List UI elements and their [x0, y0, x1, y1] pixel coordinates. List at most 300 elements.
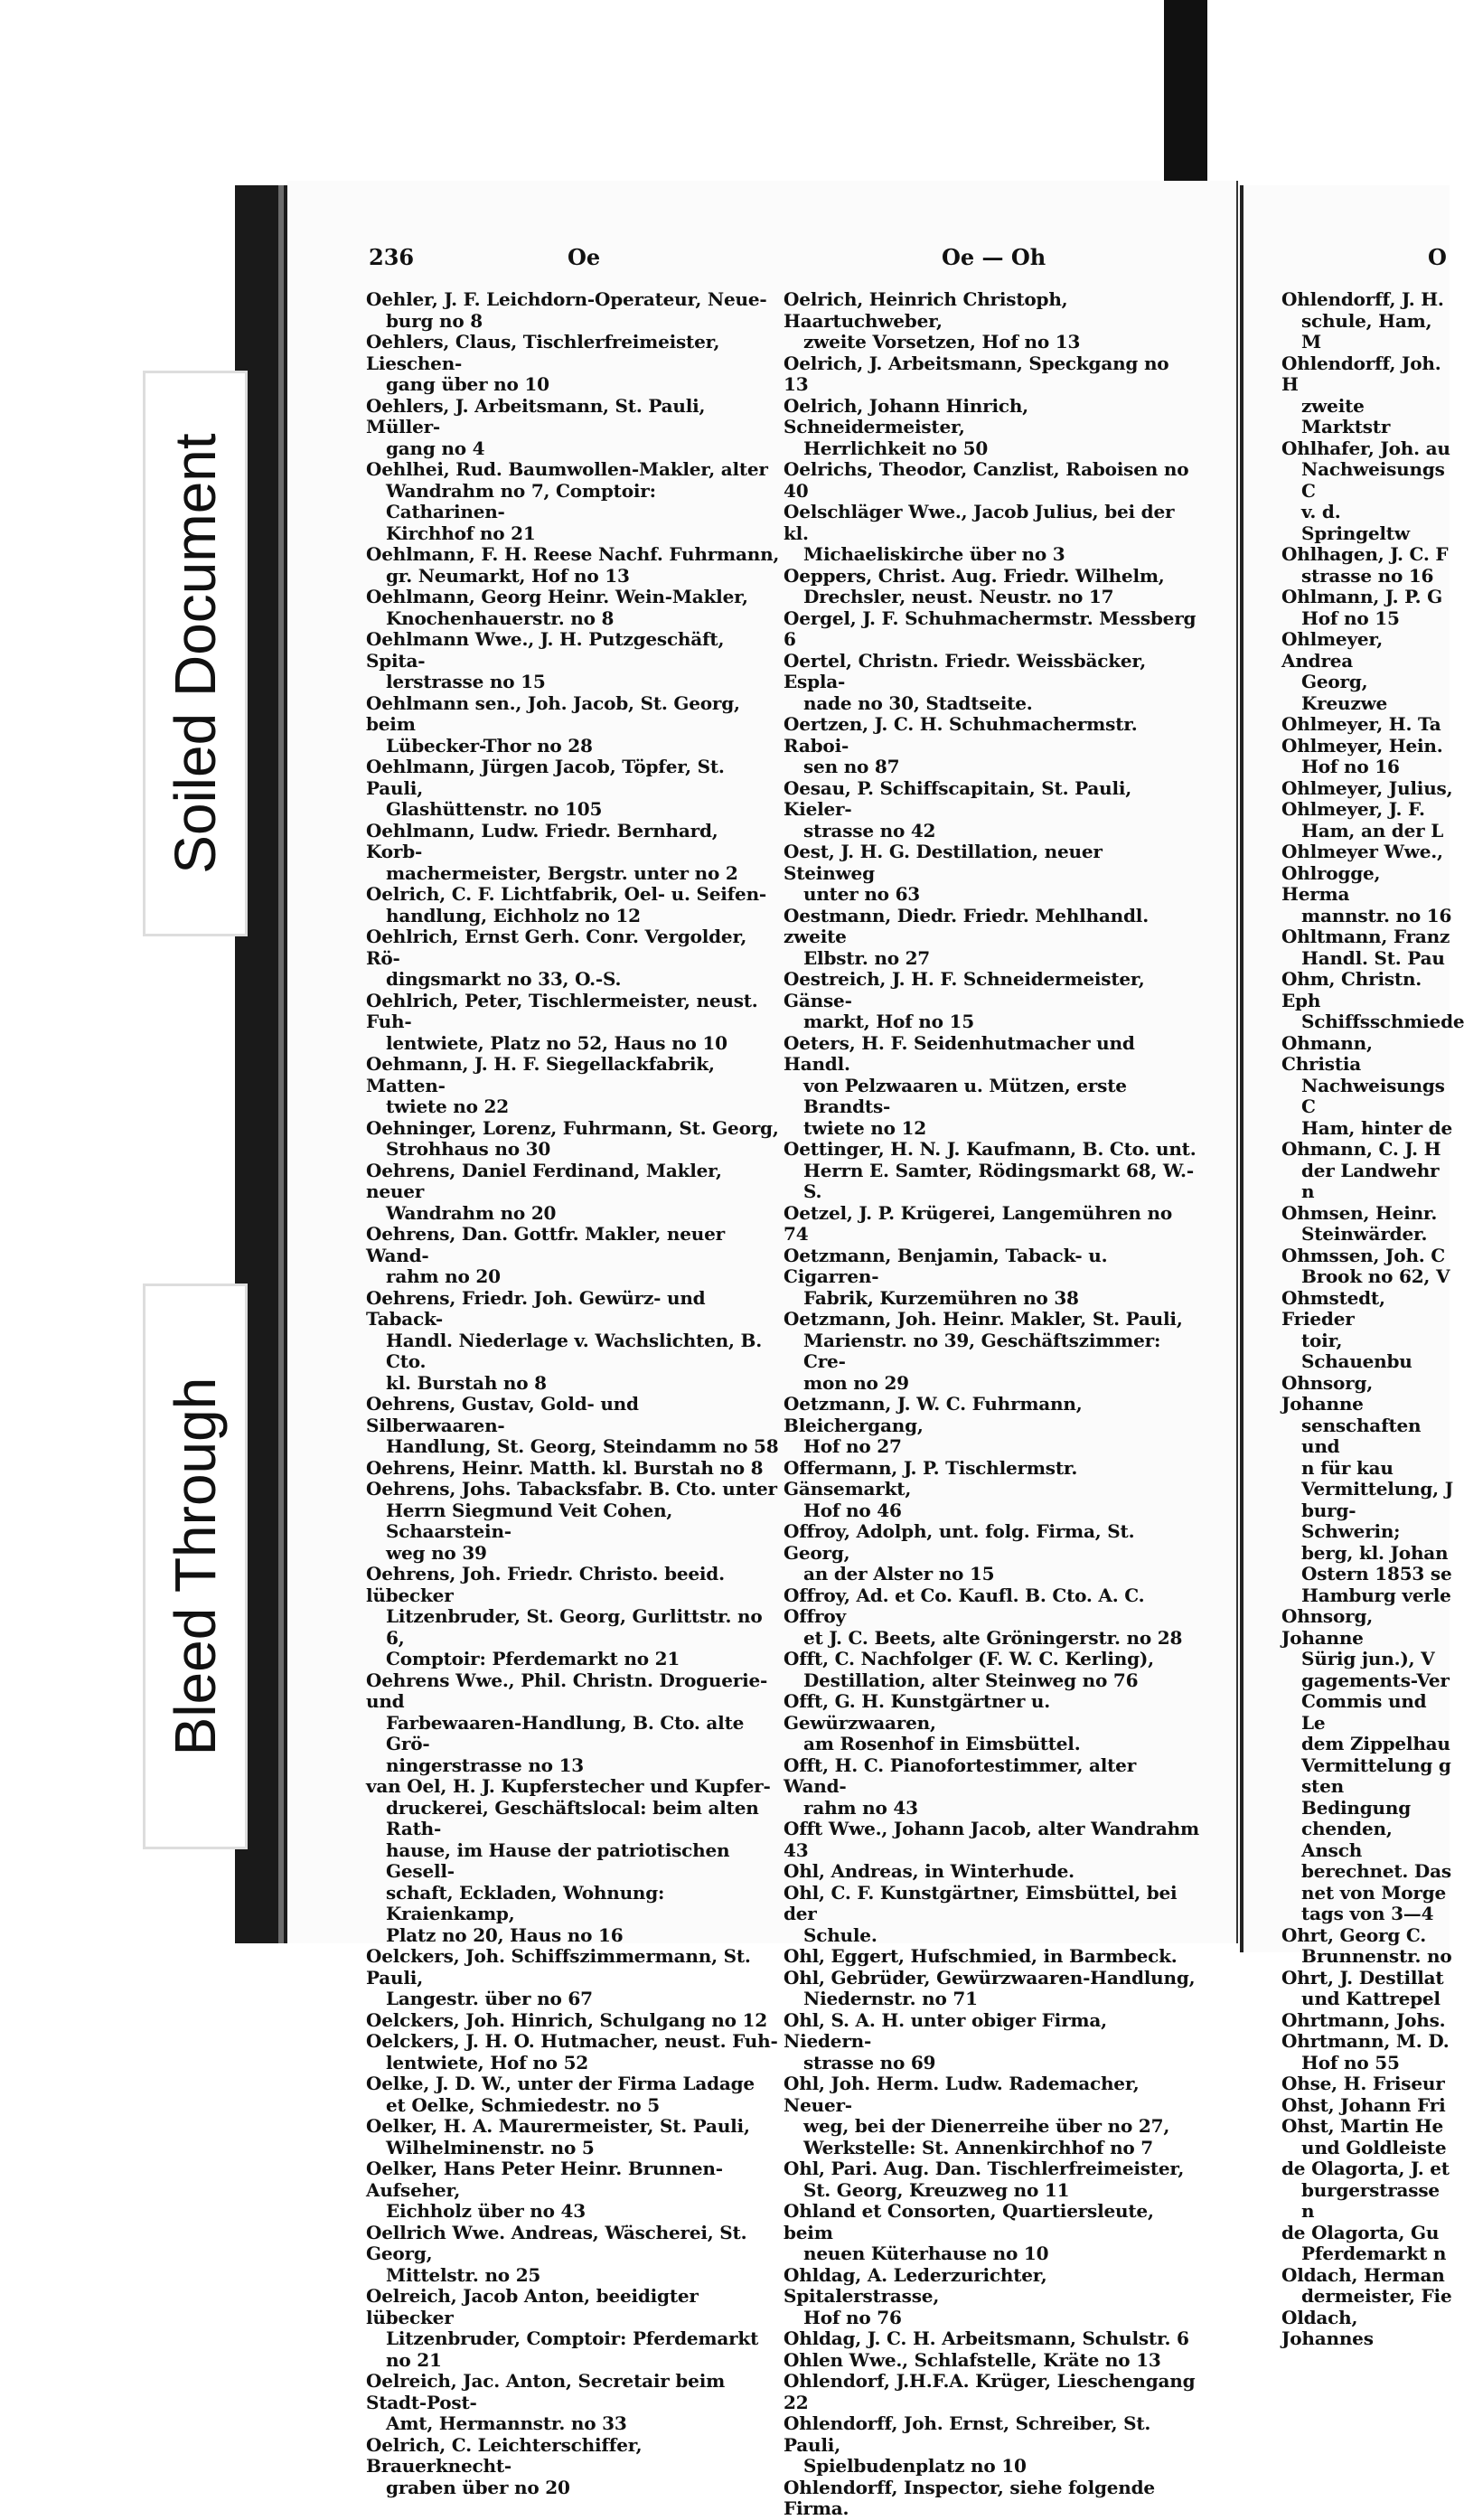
entry-continuation-line: Handl. St. Pau [1301, 946, 1445, 969]
entry-continuation-line: Wandrahm no 20 [386, 1201, 557, 1224]
directory-entry [366, 2010, 780, 2032]
entry-name-line: Ohmann, Christia [1281, 1031, 1373, 1075]
directory-entry [366, 2158, 780, 2223]
entry-continuation-line: net von Morge [1301, 1881, 1447, 1904]
directory-entry [1281, 1033, 1453, 1140]
entry-continuation-line: Litzenbruder, Comptoir: Pferdemarkt no 21 [386, 2327, 759, 2371]
directory-entry [1281, 714, 1453, 736]
directory-entry [784, 906, 1199, 970]
entry-continuation-line: Sürig jun.), V [1301, 1648, 1435, 1669]
directory-entry [366, 2223, 780, 2287]
entry-name-line: Oetzmann, Joh. Heinr. Makler, St. Pauli, [784, 1308, 1183, 1330]
entry-name-line: Ohlen Wwe., Schlafstelle, Kräte no 13 [784, 2348, 1161, 2371]
entry-continuation-line: strasse no 42 [803, 819, 936, 842]
entry-name-line: de Olagorta, Gu [1281, 2221, 1440, 2243]
entry-name-line: Oelker, H. A. Maurermeister, St. Pauli, [366, 2115, 750, 2137]
entry-name-line: Ohse, H. Friseur [1281, 2073, 1445, 2094]
entry-name-line: Oelrich, J. Arbeitsmann, Speckgang no 13 [784, 352, 1169, 395]
directory-entry [1281, 778, 1453, 800]
directory-entry [784, 2201, 1199, 2265]
entry-name-line: Ohlmeyer, Julius, [1281, 776, 1453, 799]
entry-name-line: Offroy, Ad. et Co. Kaufl. B. Cto. A. C. Offroy [784, 1584, 1145, 1627]
directory-entry [1281, 587, 1453, 629]
entry-continuation-line: Drechsler, neust. Neustr. no 17 [803, 586, 1114, 607]
entry-continuation-line: Ham, hinter de [1301, 1116, 1452, 1139]
entry-continuation-line: Eichholz über no 43 [386, 2200, 586, 2222]
directory-entry [366, 1224, 780, 1288]
directory-entry [366, 396, 780, 460]
entry-name-line: Oehlers, Claus, Tischlerfreimeister, Lieschen- [366, 331, 720, 374]
entry-continuation-line: Farbewaaren-Handlung, B. Cto. alte Grö- [386, 1711, 745, 1754]
directory-entry [1281, 2265, 1453, 2308]
directory-entry [784, 1819, 1199, 1861]
entry-continuation-line: burg no 8 [386, 309, 483, 332]
entry-name-line: Oelreich, Jacob Anton, beeidigter lübecker [366, 2285, 699, 2328]
directory-entry [1281, 353, 1453, 438]
entry-name-line: Ohmsen, Heinr. [1281, 1201, 1438, 1224]
entry-name-line: Oelrich, C. F. Lichtfabrik, Oel- u. Seifen- [366, 883, 767, 905]
entry-name-line: Ohlendorff, Joh. H [1281, 352, 1441, 395]
directory-entry [1281, 2095, 1453, 2117]
entry-name-line: Oelreich, Jac. Anton, Secretair beim Stadt-Post- [366, 2370, 726, 2413]
entry-name-line: Oldach, Johannes [1281, 2306, 1374, 2349]
directory-entry [784, 1968, 1199, 2010]
entry-name-line: Oesau, P. Schiffscapitain, St. Pauli, Kieler- [784, 776, 1132, 820]
directory-entry [784, 1458, 1199, 1522]
entry-name-line: Ohltmann, Franz [1281, 926, 1450, 947]
entry-continuation-line: dermeister, Fie [1301, 2285, 1452, 2307]
entry-name-line: Ohst, Martin He [1281, 2115, 1443, 2137]
entry-name-line: Ohrt, J. Destillat [1281, 1966, 1444, 1989]
directory-entry [784, 1309, 1199, 1394]
entry-continuation-line: Steinwärder. [1301, 1223, 1428, 1245]
directory-entry [366, 1118, 780, 1161]
entry-name-line: Ohnsorg, Johanne [1281, 1371, 1373, 1415]
directory-entry [366, 1564, 780, 1670]
directory-entry [784, 2158, 1199, 2201]
entry-continuation-line: Comptoir: Pferdemarkt no 21 [386, 1648, 680, 1669]
entry-continuation-line: mannstr. no 16 [1301, 904, 1452, 926]
entry-continuation-line: Nachweisungs C [1301, 1074, 1445, 1117]
entry-continuation-line: et Oelke, Schmiedestr. no 5 [386, 2093, 661, 2116]
directory-entry [1281, 2223, 1453, 2265]
directory-entry [784, 969, 1199, 1033]
entry-continuation-line: Michaeliskirche über no 3 [803, 543, 1065, 565]
directory-entry [1281, 968, 1464, 1033]
directory-entry [1281, 926, 1453, 969]
entry-name-line: Oest, J. H. G. Destillation, neuer Steinweg [784, 841, 1103, 884]
entry-continuation-line: strasse no 69 [803, 2051, 936, 2073]
directory-entry [784, 2328, 1199, 2350]
entry-continuation-line: lentwiete, Platz no 52, Haus no 10 [386, 1031, 727, 1054]
directory-entry [784, 2265, 1199, 2329]
entry-name-line: Oelke, J. D. W., unter der Firma Ladage [366, 2073, 755, 2094]
entry-name-line: Offt, H. C. Pianofortestimmer, alter Wand- [784, 1754, 1137, 1797]
entry-name-line: de Olagorta, J. et [1281, 2158, 1450, 2179]
entry-name-line: Ohl, S. A. H. unter obiger Firma, Niedern- [784, 2008, 1107, 2052]
entry-name-line: Oelckers, Joh. Hinrich, Schulgang no 12 [366, 2008, 767, 2031]
entry-name-line: Ohrtmann, Johs. [1281, 2008, 1446, 2031]
entry-name-line: Ohlmeyer, Hein. [1281, 734, 1443, 757]
bleed-through-label-text: Bleed Through [163, 1377, 228, 1756]
entry-continuation-line: Glashüttenstr. no 105 [386, 798, 603, 820]
entry-name-line: Ohmann, C. J. H [1281, 1138, 1441, 1160]
entry-continuation-line: nade no 30, Stadtseite. [803, 691, 1033, 714]
entry-name-line: Ohlrogge, Herma [1281, 861, 1381, 905]
directory-entry [784, 2413, 1199, 2478]
entry-name-line: Ohl, Eggert, Hufschmied, in Barmbeck. [784, 1945, 1178, 1967]
entry-continuation-line: Pferdemarkt n [1301, 2243, 1447, 2264]
directory-entry [784, 1755, 1199, 1819]
entry-continuation-line: twiete no 12 [803, 1116, 926, 1139]
directory-entry [784, 502, 1199, 566]
directory-entry [366, 1288, 780, 1395]
entry-name-line: Ohl, Joh. Herm. Ludw. Rademacher, Neuer- [784, 2073, 1140, 2116]
entry-continuation-line: ningerstrasse no 13 [386, 1754, 585, 1776]
directory-entry [1281, 2010, 1453, 2032]
entry-continuation-line: Hof no 16 [1301, 756, 1400, 777]
entry-name-line: Offroy, Adolph, unt. folg. Firma, St. Georg, [784, 1520, 1135, 1564]
directory-entry [1281, 863, 1453, 927]
entry-continuation-line: markt, Hof no 15 [803, 1011, 974, 1032]
entry-name-line: Oehlhei, Rud. Baumwollen-Makler, alter [366, 458, 768, 480]
soiled-document-label [143, 371, 248, 936]
directory-entry [1281, 438, 1453, 545]
directory-entry [784, 566, 1199, 608]
entry-continuation-line: und Kattrepel [1301, 1988, 1441, 2009]
directory-entry [784, 1394, 1199, 1458]
entry-name-line: Oehlrich, Peter, Tischlermeister, neust. Fuh- [366, 989, 758, 1032]
directory-entry [784, 1139, 1199, 1203]
entry-continuation-line: Hof no 15 [1301, 606, 1400, 629]
entry-continuation-line: Ostern 1853 se [1301, 1563, 1452, 1584]
entry-continuation-line: rahm no 20 [386, 1265, 501, 1287]
directory-entry [366, 757, 780, 821]
entry-name-line: Ohnsorg, Johanne [1281, 1605, 1373, 1649]
entry-name-line: Ohlhagen, J. C. F [1281, 543, 1449, 565]
entry-continuation-line: machermeister, Bergstr. unter no 2 [386, 861, 738, 884]
directory-entry [784, 1521, 1199, 1585]
entry-name-line: Oergel, J. F. Schuhmachermstr. Messberg 6 [784, 606, 1197, 650]
entry-continuation-line: Werkstelle: St. Annenkirchhof no 7 [803, 2136, 1154, 2158]
entry-continuation-line: Herrn E. Samter, Rödingsmarkt 68, W.-S. [803, 1159, 1194, 1202]
entry-name-line: Offermann, J. P. Tischlermstr. Gänsemarkt, [784, 1456, 1078, 1500]
entry-name-line: Oelrich, Heinrich Christoph, Haartuchweber, [784, 288, 1068, 332]
entry-continuation-line: Vermittelung g [1301, 1754, 1451, 1776]
entry-continuation-line: neuen Küterhause no 10 [803, 2243, 1049, 2264]
entry-continuation-line: gang no 4 [386, 437, 485, 459]
directory-entry [1281, 2158, 1453, 2223]
directory-entry [784, 2350, 1199, 2372]
directory-entry [366, 926, 780, 991]
entry-name-line: Oehninger, Lorenz, Fuhrmann, St. Georg, [366, 1116, 779, 1139]
entry-continuation-line: strasse no 16 [1301, 564, 1434, 587]
directory-entry [366, 2073, 780, 2116]
directory-entry [366, 2116, 780, 2158]
directory-entry [366, 332, 780, 396]
entry-continuation-line: am Rosenhof in Eimsbüttel. [803, 1733, 1081, 1754]
entry-name-line: Ohlmann, J. P. G [1281, 586, 1443, 607]
directory-entry [366, 544, 780, 587]
directory-entry [784, 1691, 1199, 1755]
directory-entry [366, 2031, 780, 2073]
directory-entry [1281, 1606, 1453, 1925]
directory-entry [784, 289, 1199, 353]
entry-continuation-line: n für kau [1301, 1456, 1394, 1479]
directory-entry [784, 2010, 1199, 2074]
entry-continuation-line: schaft, Eckladen, Wohnung: Kraienkamp, [386, 1881, 665, 1924]
directory-entry [784, 1883, 1199, 1947]
directory-entry [784, 1203, 1199, 1246]
entry-name-line: Ohm, Christn. Eph [1281, 968, 1422, 1011]
entry-continuation-line: Destillation, alter Steinweg no 76 [803, 1669, 1139, 1691]
entry-continuation-line: lerstrasse no 15 [386, 671, 546, 692]
entry-name-line: Oehrens, Friedr. Joh. Gewürz- und Taback- [366, 1286, 706, 1330]
directory-entry [1281, 1203, 1453, 1246]
directory-entry [366, 1054, 780, 1118]
directory-entry [1281, 1246, 1453, 1288]
entry-name-line: Ohl, C. F. Kunstgärtner, Eimsbüttel, bei der [784, 1881, 1178, 1924]
entry-name-line: Oehrens, Daniel Ferdinand, Makler, neuer [366, 1159, 722, 1202]
entry-continuation-line: sten Bedingung [1301, 1775, 1412, 1819]
entry-continuation-line: Hof no 27 [803, 1435, 902, 1457]
entry-name-line: Oehler, J. F. Leichdorn-Operateur, Neue- [366, 288, 767, 310]
directory-entry [784, 651, 1199, 715]
directory-entry [366, 693, 780, 757]
entry-name-line: Oehmann, J. H. F. Siegellackfabrik, Matten- [366, 1053, 715, 1096]
entry-continuation-line: lentwiete, Hof no 52 [386, 2051, 589, 2073]
entry-continuation-line: berg, kl. Johan [1301, 1541, 1449, 1564]
directory-entry [366, 1479, 780, 1564]
entry-continuation-line: burg-Schwerin; [1301, 1499, 1401, 1542]
entry-continuation-line: v. d. Springeltw [1301, 501, 1410, 544]
entry-name-line: Oehlmann, Georg Heinr. Wein-Makler, [366, 586, 748, 607]
entry-continuation-line: Mittelstr. no 25 [386, 2263, 541, 2286]
entry-name-line: Oelckers, J. H. O. Hutmacher, neust. Fuh- [366, 2030, 778, 2052]
directory-entry [1281, 2308, 1453, 2350]
directory-column-right [1281, 288, 1464, 2350]
entry-name-line: Oelker, Hans Peter Heinr. Brunnen-Aufseher, [366, 2158, 723, 2201]
entry-name-line: Oehrens Wwe., Phil. Christn. Droguerie- und [366, 1669, 768, 1712]
entry-name-line: Ohl, Pari. Aug. Dan. Tischlerfreimeister, [784, 2158, 1185, 2179]
entry-continuation-line: weg no 39 [386, 1541, 487, 1564]
entry-continuation-line: et J. C. Beets, alte Gröningerstr. no 28 [803, 1626, 1183, 1649]
directory-entry [1281, 1925, 1453, 1968]
directory-entry [784, 1946, 1199, 1968]
directory-entry [366, 629, 780, 693]
entry-name-line: Ohlmeyer, J. F. [1281, 798, 1425, 820]
entry-continuation-line: Litzenbruder, St. Georg, Gurlittstr. no 6, [386, 1605, 763, 1649]
entry-continuation-line: chenden, Ansch [1301, 1818, 1393, 1861]
entry-name-line: Ohlendorff, Joh. Ernst, Schreiber, St. Pauli, [784, 2412, 1151, 2456]
entry-name-line: Ohldag, J. C. H. Arbeitsmann, Schulstr. 6 [784, 2327, 1189, 2349]
entry-continuation-line: Herrn Siegmund Veit Cohen, Schaarstein- [386, 1499, 673, 1542]
directory-entry [1281, 1288, 1453, 1373]
entry-name-line: Oetzel, J. P. Krügerei, Langemühren no 74 [784, 1201, 1172, 1245]
entry-continuation-line: weg, bei der Dienerreihe über no 27, [803, 2115, 1170, 2137]
page-number: 236 [369, 244, 415, 270]
directory-entry [784, 1033, 1199, 1140]
directory-entry [1281, 1373, 1453, 1607]
directory-entry [366, 884, 780, 926]
directory-column-left [366, 289, 780, 2498]
entry-continuation-line: Handlung, St. Georg, Steindamm no 58 [386, 1435, 779, 1457]
entry-name-line: Oehrens, Johs. Tabacksfabr. B. Cto. unter [366, 1478, 777, 1500]
entry-continuation-line: gagements-Ver [1301, 1669, 1450, 1691]
entry-name-line: Oelschläger Wwe., Jacob Julius, bei der kl. [784, 501, 1175, 544]
entry-name-line: Oehlmann, F. H. Reese Nachf. Fuhrmann, [366, 543, 780, 565]
entry-name-line: Ohlmeyer, H. Ta [1281, 713, 1441, 735]
entry-name-line: Ohlendorff, J. H. [1281, 288, 1444, 310]
directory-entry [1281, 842, 1453, 863]
entry-continuation-line: Ham, an der L [1301, 819, 1444, 842]
entry-continuation-line: toir, Schauenbu [1301, 1329, 1412, 1372]
entry-continuation-line: Hamburg verle [1301, 1584, 1451, 1606]
entry-name-line: Oertel, Christn. Friedr. Weissbäcker, Espla- [784, 649, 1147, 692]
entry-name-line: Offt Wwe., Johann Jacob, alter Wandrahm 43 [784, 1818, 1199, 1861]
entry-continuation-line: dem Zippelhau [1301, 1733, 1450, 1754]
entry-continuation-line: graben über no 20 [386, 2476, 570, 2498]
directory-entry [366, 2371, 780, 2435]
entry-name-line: Oehrens, Joh. Friedr. Christo. beeid. lübecker [366, 1563, 725, 1606]
mid-running-head: Oe — Oh [942, 244, 1046, 270]
directory-entry [366, 1776, 780, 1946]
directory-entry [784, 714, 1199, 778]
entry-continuation-line: Spielbudenplatz no 10 [803, 2455, 1027, 2477]
entry-name-line: Ohlmeyer Wwe., [1281, 841, 1443, 862]
entry-continuation-line: Hof no 46 [803, 1499, 902, 1521]
entry-name-line: Oellrich Wwe. Andreas, Wäscherei, St. Georg, [366, 2221, 747, 2264]
directory-entry [784, 1861, 1199, 1883]
entry-continuation-line: senschaften und [1301, 1414, 1422, 1457]
directory-entry [784, 353, 1199, 396]
directory-entry [366, 587, 780, 629]
directory-entry [1281, 2073, 1453, 2095]
entry-continuation-line: Brook no 62, V [1301, 1265, 1450, 1287]
left-running-head: Oe [568, 244, 601, 270]
directory-entry [784, 778, 1199, 842]
directory-entry [366, 1161, 780, 1225]
entry-name-line: Oldach, Herman [1281, 2263, 1445, 2286]
entry-continuation-line: und Goldleiste [1301, 2136, 1447, 2158]
entry-continuation-line: sen no 87 [803, 756, 900, 777]
entry-continuation-line: Hof no 55 [1301, 2051, 1400, 2073]
entry-name-line: Ohrt, Georg C. [1281, 1923, 1427, 1946]
entry-name-line: Ohlendorff, Inspector, siehe folgende Firma. [784, 2476, 1155, 2519]
entry-name-line: Ohmstedt, Frieder [1281, 1286, 1385, 1330]
entry-name-line: van Oel, H. J. Kupferstecher und Kupfer- [366, 1775, 771, 1797]
entry-continuation-line: von Pelzwaaren u. Mützen, erste Brandts- [803, 1074, 1127, 1117]
directory-entry [1281, 1968, 1453, 2010]
directory-entry [366, 459, 780, 544]
entry-name-line: Ohlendorf, J.H.F.A. Krüger, Lieschengang 22 [784, 2370, 1196, 2413]
entry-continuation-line: Herrlichkeit no 50 [803, 437, 989, 459]
bleed-through-label [143, 1284, 248, 1849]
directory-entry [1281, 736, 1453, 778]
entry-continuation-line: an der Alster no 15 [803, 1563, 995, 1584]
entry-continuation-line: tags von 3—4 [1301, 1903, 1434, 1924]
entry-continuation-line: Brunnenstr. no [1301, 1945, 1452, 1967]
entry-continuation-line: Strohhaus no 30 [386, 1138, 551, 1160]
entry-continuation-line: Wandrahm no 7, Comptoir: Catharinen- [386, 479, 656, 522]
entry-name-line: Ohldag, A. Lederzurichter, Spitalerstrasse, [784, 2263, 1047, 2307]
entry-continuation-line: dingsmarkt no 33, O.-S. [386, 968, 622, 990]
entry-name-line: Oehlmann, Jürgen Jacob, Töpfer, St. Pauli, [366, 756, 725, 799]
entry-name-line: Oelrich, Johann Hinrich, Schneidermeister, [784, 394, 1028, 437]
entry-continuation-line: Amt, Hermannstr. no 33 [386, 2412, 627, 2434]
entry-continuation-line: Lübecker-Thor no 28 [386, 734, 593, 757]
entry-continuation-line: berechnet. Das [1301, 1860, 1451, 1882]
entry-continuation-line: Wilhelminenstr. no 5 [386, 2136, 595, 2158]
directory-entry [366, 1946, 780, 2010]
scan-edge-bar [1164, 0, 1207, 185]
directory-entry [784, 1649, 1199, 1691]
entry-name-line: Ohlhafer, Joh. au [1281, 437, 1450, 459]
entry-name-line: Ohst, Johann Fri [1281, 2093, 1446, 2116]
entry-continuation-line: der Landwehr n [1301, 1159, 1440, 1202]
entry-continuation-line: kl. Burstah no 8 [386, 1371, 547, 1394]
entry-name-line: Oehrens, Gustav, Gold- und Silberwaaren- [366, 1393, 639, 1436]
entry-continuation-line: schule, Ham, M [1301, 309, 1432, 353]
entry-continuation-line: druckerei, Geschäftslocal: beim alten Rath- [386, 1796, 759, 1839]
entry-name-line: Ohmssen, Joh. C [1281, 1244, 1446, 1266]
directory-entry [784, 2073, 1199, 2158]
entry-name-line: Ohland et Consorten, Quartiersleute, beim [784, 2200, 1154, 2243]
entry-name-line: Oehlmann, Ludw. Friedr. Bernhard, Korb- [366, 819, 718, 862]
entry-continuation-line: Georg, Kreuzwe [1301, 671, 1388, 714]
right-running-head: O [1428, 244, 1447, 270]
entry-continuation-line: mon no 29 [803, 1371, 909, 1394]
directory-entry [784, 2478, 1199, 2520]
directory-entry [366, 991, 780, 1055]
entry-continuation-line: gr. Neumarkt, Hof no 13 [386, 564, 630, 587]
directory-entry [784, 608, 1199, 651]
entry-continuation-line: Schule. [803, 1923, 877, 1946]
directory-entry [784, 2371, 1199, 2413]
entry-continuation-line: Marienstr. no 39, Geschäftszimmer: Cre- [803, 1329, 1161, 1372]
entry-name-line: Oettinger, H. N. J. Kaufmann, B. Cto. unt. [784, 1138, 1197, 1160]
directory-entry [1281, 544, 1453, 587]
entry-continuation-line: gang über no 10 [386, 373, 549, 395]
entry-continuation-line: Platz no 20, Haus no 16 [386, 1923, 624, 1946]
entry-continuation-line: burgerstrasse n [1301, 2178, 1440, 2222]
entry-name-line: Oestreich, J. H. F. Schneidermeister, Gänse- [784, 968, 1145, 1011]
entry-continuation-line: Elbstr. no 27 [803, 946, 931, 969]
directory-entry [366, 1458, 780, 1480]
entry-name-line: Oestmann, Diedr. Friedr. Mehlhandl. zweite [784, 904, 1149, 947]
entry-name-line: Offt, G. H. Kunstgärtner u. Gewürzwaaren, [784, 1690, 1051, 1734]
entry-name-line: Ohl, Gebrüder, Gewürzwaaren-Handlung, [784, 1966, 1196, 1989]
entry-continuation-line: Niedernstr. no 71 [803, 1988, 978, 2009]
entry-continuation-line: Hof no 76 [803, 2306, 902, 2328]
directory-entry [784, 459, 1199, 502]
entry-name-line: Oehlmann Wwe., J. H. Putzgeschäft, Spita- [366, 628, 725, 672]
entry-continuation-line: Schiffsschmiede [1301, 1011, 1464, 1032]
entry-name-line: Oelrich, C. Leichterschiffer, Brauerknecht- [366, 2433, 643, 2477]
soiled-document-label-text: Soiled Document [163, 433, 228, 874]
directory-entry [366, 2435, 780, 2499]
directory-column-middle [784, 289, 1199, 2520]
entry-name-line: Oetzmann, J. W. C. Fuhrmann, Bleichergang, [784, 1393, 1083, 1436]
directory-entry [1281, 2116, 1453, 2158]
entry-name-line: Offt, C. Nachfolger (F. W. C. Kerling), [784, 1648, 1154, 1669]
entry-continuation-line: Kirchhof no 21 [386, 522, 536, 544]
entry-continuation-line: Handl. Niederlage v. Wachslichten, B. Cto. [386, 1329, 762, 1372]
directory-entry [366, 289, 780, 332]
directory-entry [784, 842, 1199, 906]
entry-name-line: Ohl, Andreas, in Winterhude. [784, 1860, 1075, 1882]
entry-name-line: Oeters, H. F. Seidenhutmacher und Handl. [784, 1031, 1135, 1075]
